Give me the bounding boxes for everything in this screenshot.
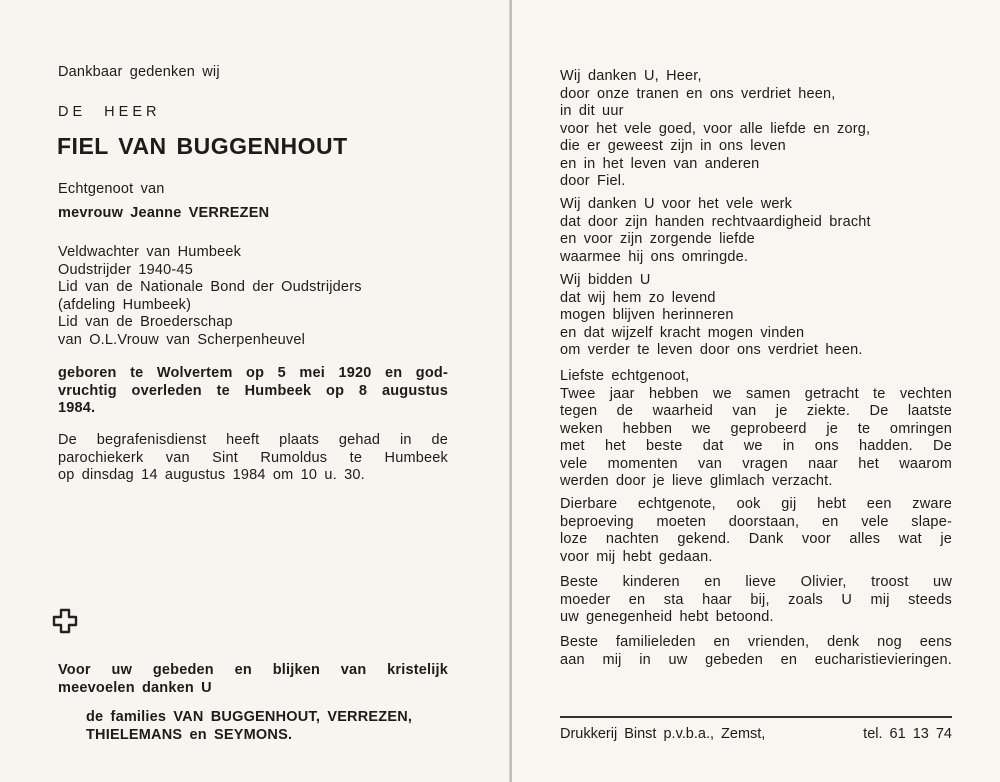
message-line: Beste kinderen en lieve Olivier, troost uw xyxy=(560,574,952,590)
message-line: Dierbare echtgenote, ook gij hebt een zware xyxy=(560,496,952,512)
spouse-label: Echtgenoot van xyxy=(58,181,165,197)
message-line: beproeving moeten doorstaan, en vele slape- xyxy=(560,513,952,530)
thanks-block xyxy=(58,662,448,697)
message-line: tegen de waarheid van je ziekte. De laatste xyxy=(560,403,952,419)
role-line: (afdeling Humbeek) xyxy=(58,296,192,313)
stanza-line: en dat wijzelf kracht mogen vinden xyxy=(560,324,805,341)
printer-footer xyxy=(560,726,952,742)
role-line: Lid van de Nationale Bond der Oudstrijders xyxy=(58,279,362,295)
printer-phone: tel. 61 13 74 xyxy=(863,726,952,742)
birth-death-line: 1984. xyxy=(58,400,96,416)
stanza-line: door onze tranen en ons verdriet heen, xyxy=(560,85,836,102)
families-line: THIELEMANS en SEYMONS. xyxy=(86,726,293,743)
message-line: moeder en sta haar bij, zoals U mij steeds xyxy=(560,591,952,608)
intro-text: Dankbaar gedenken wij xyxy=(58,64,220,80)
message-wife xyxy=(560,496,952,566)
spouse-name: mevrouw Jeanne VERREZEN xyxy=(58,205,270,221)
footer-divider xyxy=(560,716,952,718)
message-line: loze nachten gekend. Dank voor alles wat je xyxy=(560,531,952,547)
cross-icon xyxy=(52,608,78,634)
stanza-line: in dit uur xyxy=(560,103,624,119)
message-line: werden door je lieve glimlach verzacht. xyxy=(560,473,833,489)
prayer-stanza-3 xyxy=(560,272,863,360)
message-line: Twee jaar hebben we samen getracht te vechten xyxy=(560,385,952,402)
message-line: aan mij in uw gebeden en eucharistievieringen. xyxy=(560,651,952,668)
stanza-line: dat wij hem zo levend xyxy=(560,289,716,306)
role-line: Oudstrijder 1940-45 xyxy=(58,261,193,278)
stanza-line: Wij bidden U xyxy=(560,272,651,288)
right-page xyxy=(512,0,1000,782)
stanza-line: dat door zijn handen rechtvaardigheid bracht xyxy=(560,213,871,230)
funeral-block xyxy=(58,432,448,485)
role-line: van O.L.Vrouw van Scherpenheuvel xyxy=(58,331,306,348)
thanks-line: meevoelen danken U xyxy=(58,679,212,696)
stanza-line: Wij danken U voor het vele werk xyxy=(560,196,793,212)
title-text: DE HEER xyxy=(58,104,161,120)
stanza-line: mogen blijven herinneren xyxy=(560,307,734,323)
families-block xyxy=(86,709,412,744)
funeral-line: parochiekerk van Sint Rumoldus te Humbeek xyxy=(58,449,448,466)
deceased-name: FIEL VAN BUGGENHOUT xyxy=(57,133,348,159)
funeral-line: De begrafenisdienst heeft plaats gehad in de xyxy=(58,432,448,448)
message-children xyxy=(560,574,952,627)
prayer-stanza-1 xyxy=(560,68,870,191)
thanks-line: Voor uw gebeden en blijken van kristelijk xyxy=(58,662,448,678)
stanza-line: die er geweest zijn in ons leven xyxy=(560,138,786,154)
message-family xyxy=(560,634,952,669)
message-line: voor mij hebt gedaan. xyxy=(560,548,713,565)
message-line: weken hebben we geprobeerd je te omringen xyxy=(560,420,952,437)
roles-block xyxy=(58,244,362,349)
stanza-line: waarmee hij ons omringde. xyxy=(560,248,749,265)
message-line: uw genegenheid hebt betoond. xyxy=(560,609,774,625)
role-line: Veldwachter van Humbeek xyxy=(58,244,242,260)
message-line: met het beste dat we in ons hadden. De xyxy=(560,438,952,454)
message-line: Beste familieleden en vrienden, denk nog eens xyxy=(560,634,952,650)
birth-death-line: vruchtig overleden te Humbeek op 8 augustus xyxy=(58,382,448,399)
families-line: de families VAN BUGGENHOUT, VERREZEN, xyxy=(86,709,413,725)
funeral-line: op dinsdag 14 augustus 1984 om 10 u. 30. xyxy=(58,467,365,483)
stanza-line: en voor zijn zorgende liefde xyxy=(560,231,755,247)
stanza-line: Wij danken U, Heer, xyxy=(560,68,702,84)
stanza-line: om verder te leven door ons verdriet heen. xyxy=(560,342,863,358)
birth-death-block xyxy=(58,365,448,418)
stanza-line: en in het leven van anderen xyxy=(560,155,760,172)
message-line: Liefste echtgenoot, xyxy=(560,368,690,384)
message-line: vele momenten van vragen naar het waarom xyxy=(560,455,952,472)
birth-death-line: geboren te Wolvertem op 5 mei 1920 en god- xyxy=(58,365,448,381)
stanza-line: door Fiel. xyxy=(560,173,626,189)
prayer-stanza-2 xyxy=(560,196,871,266)
printer-name: Drukkerij Binst p.v.b.a., Zemst, xyxy=(560,726,766,742)
message-husband xyxy=(560,368,952,491)
stanza-line: voor het vele goed, voor alle liefde en zorg, xyxy=(560,120,871,137)
role-line: Lid van de Broederschap xyxy=(58,314,233,330)
